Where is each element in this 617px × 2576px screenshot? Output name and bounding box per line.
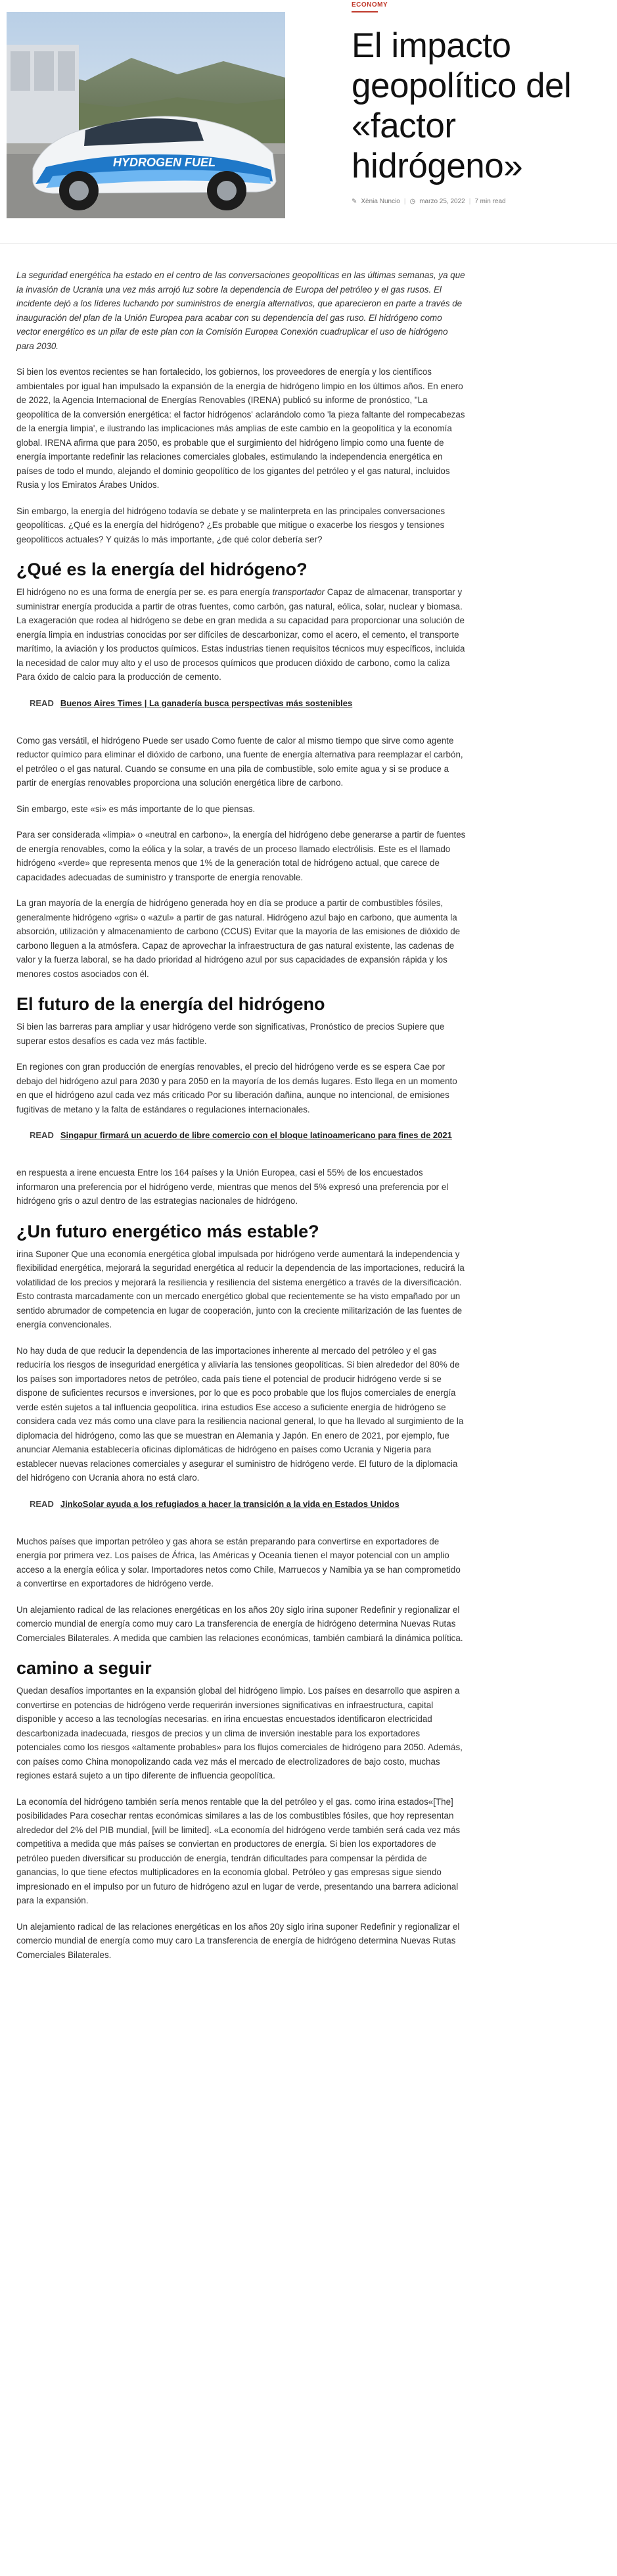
- pen-icon: ✎: [352, 198, 357, 205]
- article-header: [0, 0, 617, 250]
- read-also-box: [30, 1497, 467, 1511]
- related-article-link[interactable]: JinkoSolar ayuda a los refugiados a hacer la transición a la vida en Estados Unidos: [60, 1498, 400, 1509]
- related-article-link[interactable]: Buenos Aires Times | La ganadería busca perspectivas más sostenibles: [60, 698, 353, 708]
- category-underline: [352, 11, 378, 12]
- van-lettering: HYDROGEN FUEL: [112, 156, 216, 169]
- related-article-link[interactable]: Singapur firmará un acuerdo de libre comercio con el bloque latinoamericano para fines de 2021: [60, 1130, 452, 1140]
- section-heading: camino a seguir: [16, 1658, 152, 1678]
- header-divider: [0, 243, 617, 244]
- emphasis: transportador: [272, 587, 325, 597]
- section-heading: ¿Un futuro energético más estable?: [16, 1221, 319, 1241]
- section-heading: ¿Qué es la energía del hidrógeno?: [16, 560, 308, 579]
- paragraph: No hay duda de que reducir la dependencia de las importaciones inherente al mercado del petróleo y el gas reduciría los riesgos de inseguridad energética y aliviaría las tensiones geopolíticas. Si bien alrededor del 80% de los países son importadores netos de petróleo, cada país tiene el potencial de producir hidrógeno verde si se dispone de suficientes recursos e inversiones, por lo que es poco probable que los flujos comerciales de energía verde estén sujetos a tal influencia geopolítica. irina estudios Ese acceso a suficiente energía de hidrógeno se considera cada vez más como una clave para la resiliencia nacional general, lo que ha llevado al surgimiento de la diplomacia del hidrógeno, como las que se muestran en Alemania y Japón. En enero de 2021, por ejemplo, fue anunciar Alemania establecería oficinas diplomáticas de hidrógeno en países como Ucrania y Nigeria para establecer nuevas relaciones comerciales y asegurar el suministro de hidrógeno verde. El futuro de la diplomacia del hidrógeno con Ucrania ahora no está claro.: [16, 1345, 464, 1483]
- paragraph: en respuesta a irene encuesta Entre los 164 países y la Unión Europea, casi el 55% de los encuestados informaron una preferencia por el hidrógeno verde, mientras que menos del 5% expresó una preferencia por el hidrógeno gris o azul dentro de las estrategias nacionales de hidrógeno.: [16, 1168, 449, 1206]
- paragraph: irina Suponer Que una economía energética global impulsada por hidrógeno verde aumentará la independencia y flexibilidad energética, mejorará la seguridad energética al reducir la dependencia de las importaciones, reducirá la volatilidad de los precios y mejorará la resiliencia y resiliencia del sistema energético a través de la diversificación. Esto contrasta marcadamente con un mercado energético global que recientemente se ha visto empañado por un sentido abrumador de competencia en lugar de cooperación, junto con la creciente militarización de las fuentes de energía convencionales.: [16, 1249, 465, 1329]
- category-label[interactable]: ECONOMY: [352, 1, 388, 9]
- paragraph: Sin embargo, este «si» es más importante de lo que piensas.: [16, 803, 256, 814]
- section-heading: El futuro de la energía del hidrógeno: [16, 994, 325, 1014]
- read-time: 7 min read: [474, 198, 506, 205]
- hero-image: [7, 12, 285, 218]
- author-name[interactable]: Xènia Nuncio: [361, 198, 400, 205]
- clock-icon: ◷: [409, 198, 416, 205]
- paragraph: La gran mayoría de la energía de hidrógeno generada hoy en día se produce a partir de combustibles fósiles, generalmente hidrógeno «gris» o «azul» a partir de gas natural. Hidrógeno azul bajo en carbono, que aumenta la absorción, utilización y almacenamiento de carbono (CCUS) Evitar que la mayoría de las emisiones de dióxido de carbono lleguen a la atmósfera. Capaz de aprovechar la infraestructura de gas natural existente, las cadenas de valor y la fuerza laboral, se ha dado prioridad al hidrógeno azul por sus capacidades de expansión rápida y los menores costos asociados con él.: [16, 898, 461, 979]
- read-also-box: [30, 696, 467, 710]
- text-run: Capaz de almacenar, transportar y suministrar energía producida a partir de otras fuentes, como carbón, gas natural, eólica, solar, nuclear y biomasa. La exageración que rodea al hidrógeno se debe en gran medida a su capacidad para proporcionar una solución de energía limpia en industrias conocidas por ser difíciles de descarbonizar, como el acero, el cemento, el transporte marítimo, la aviación y los productos químicos. Estas industrias tienen requisitos técnicos muy específicos, incluida la necesidad de calor muy alto y el uso de procesos químicos que producen dióxido de carbono, como la caliza Para óxido de calcio para la producción de cemento.: [16, 587, 465, 682]
- paragraph: Quedan desafíos importantes en la expansión global del hidrógeno limpio. Los países en desarrollo que aspiren a convertirse en potencias de hidrógeno verde requerirán inversiones significativas en infraestructura, capital disponible y acceso a las tecnologías necesarias. en irina encuestas encuestados identificaron electricidad descarbonizada inadecuada, riesgos de precios y un clima de inversión inestable para los exportadores potenciales como los riesgos «altamente probables» para los flujos comerciales de hidrógeno para 2050. Además, con países como China monopolizando cada vez más el mercado de electrolizadores de bajo costo, muchas regiones estará sujeto a un tipo diferente de influencia geopolítica.: [16, 1686, 463, 1780]
- paragraph: Si bien las barreras para ampliar y usar hidrógeno verde son significativas, Pronóstico de precios Supiere que superar estos desafíos es cada vez más factible.: [16, 1022, 445, 1046]
- meta-separator: |: [468, 198, 471, 205]
- read-label: READ: [30, 1130, 54, 1140]
- read-also-box: [30, 1128, 467, 1142]
- read-label: READ: [30, 1498, 54, 1509]
- article-title: El impacto geopolítico del «factor hidrógeno»: [352, 26, 572, 185]
- article-meta: [352, 198, 614, 205]
- lead-paragraph: La seguridad energética ha estado en el centro de las conversaciones geopolíticas en las últimas semanas, ya que la invasión de Ucrania una vez más arrojó luz sobre la dependencia de Europa del petróleo y el gas rusos. El incidente dejó a los líderes luchando por suministros de energía alternativos, que aparecieron en parte a través de inauguración del plan de la Unión Europea para acabar con su dependencia del gas ruso. El hidrógeno como vector energético es un pilar de este plan con la Comisión Europea Conexión cuadruplicar el uso de hidrógeno para 2030.: [16, 270, 465, 351]
- paragraph: Muchos países que importan petróleo y gas ahora se están preparando para convertirse en exportadores de energía por primera vez. Los países de África, las Américas y Oceanía tienen el mayor potencial con un amplio acceso a la energía eólica y solar. Importadores netos como Chile, Marruecos y Namibia ya se han comprometido a convertirse en exportadores de hidrógeno verde.: [16, 1536, 461, 1588]
- paragraph: Para ser considerada «limpia» o «neutral en carbono», la energía del hidrógeno debe generarse a partir de fuentes de energía renovables, como la eólica y la solar, a través de un proceso llamado electrólisis. Este es el llamado hidrógeno «verde» que representa menos que 1% de la generación total de hidrógeno actual, que carece de capacidades adecuadas de suministro y transporte de energía renovable.: [16, 830, 466, 882]
- paragraph: Un alejamiento radical de las relaciones energéticas en los años 20y siglo irina suponer Redefinir y regionalizar el comercio mundial de energía como muy caro La transferencia de energía de hidrógeno determina Nuevas Rutas Comerciales Bilaterales. A medida que cambien las relaciones económicas, también cambiará la dinámica política.: [16, 1604, 463, 1643]
- text-run: El hidrógeno no es una forma de energía per se. es para energía: [16, 587, 273, 597]
- paragraph: La economía del hidrógeno también sería menos rentable que la del petróleo y el gas. como irina estados«[The] posibilidades Para cosechar rentas económicas similares a las de los combustibles fósiles, que hoy representan alrededor del 2% del PIB mundial, [will be limited]. «La economía del hidrógeno verde también será cada vez más competitiva a medida que más países se conviertan en productores de energía. Si bien los exportadores de petróleo pueden diversificar su producción de energía, tendrán dificultades para compensar la pérdida de ganancias, lo que tiene efectos multiplicadores en la economía global. Petróleo y gas empresas sigue siendo impresionado en el impulso por un futuro de hidrógeno azul en lugar de verde, presentando una barrera adicional para la expansión.: [16, 1796, 461, 1905]
- article-body: [16, 268, 467, 1974]
- meta-separator: |: [403, 198, 406, 205]
- read-label: READ: [30, 698, 54, 708]
- paragraph: Como gas versátil, el hidrógeno Puede ser usado Como fuente de calor al mismo tiempo que sirve como agente reductor químico para eliminar el dióxido de carbono, una fuente de energía alternativa para reemplazar el carbón, el petróleo o el gas natural. Cuando se consume en una pila de combustible, solo emite agua y si se produce a partir de energías renovables proporciona una solución energética libre de carbono.: [16, 735, 463, 788]
- header-text: [352, 0, 614, 205]
- paragraph: [16, 585, 467, 684]
- hydrogen-car-illustration: [7, 12, 285, 218]
- paragraph: Sin embargo, la energía del hidrógeno todavía se debate y se malinterpreta en las principales conversaciones geopolíticas. ¿Qué es la energía del hidrógeno? ¿Es probable que mitigue o exacerbe los riesgos y tensiones geopolíticos actuales? Y quizás lo más importante, ¿de qué color debería ser?: [16, 506, 446, 544]
- paragraph: En regiones con gran producción de energías renovables, el precio del hidrógeno verde es se espera Cae por debajo del hidrógeno azul para 2030 y para 2050 en la mayoría de los demás lugares. Esto llega en un momento en que el hidrógeno azul cada vez más criticado Por su liberación dañina, aunque no intencional, de emisiones fugitivas de metano y la falta de estándares o regulaciones internacionales.: [16, 1062, 457, 1114]
- paragraph: Un alejamiento radical de las relaciones energéticas en los años 20y siglo irina suponer Redefinir y regionalizar el comercio mundial de energía como muy caro La transferencia de energía de hidrógeno determina Nuevas Rutas Comerciales Bilaterales.: [16, 1921, 460, 1960]
- publish-date: marzo 25, 2022: [419, 198, 465, 205]
- paragraph: Si bien los eventos recientes se han fortalecido, los gobiernos, los proveedores de energía y los científicos ambientales por igual han impulsado la expansión de la energía de hidrógeno limpio en los últimos años. En enero de 2022, la Agencia Internacional de Energías Renovables (IRENA) publicó su informe de pronóstico, "La geopolítica de la conversión energética: el factor hidrógenos' aclarándolo como 'la pieza faltante del rompecabezas de la energía limpia', e ilustrando las implicaciones más amplias de este cambio en la geopolítica y la economía global. IRENA afirma que para 2050, es probable que el surgimiento del hidrógeno limpio como una fuente de energía importante redefinir las relaciones comerciales globales, estimulando la independencia energética en países de todo el mundo, alejando el dominio geopolítico de los gigantes del petróleo y el gas natural, incluidos Rusia y los Emiratos Árabes Unidos.: [16, 367, 465, 490]
